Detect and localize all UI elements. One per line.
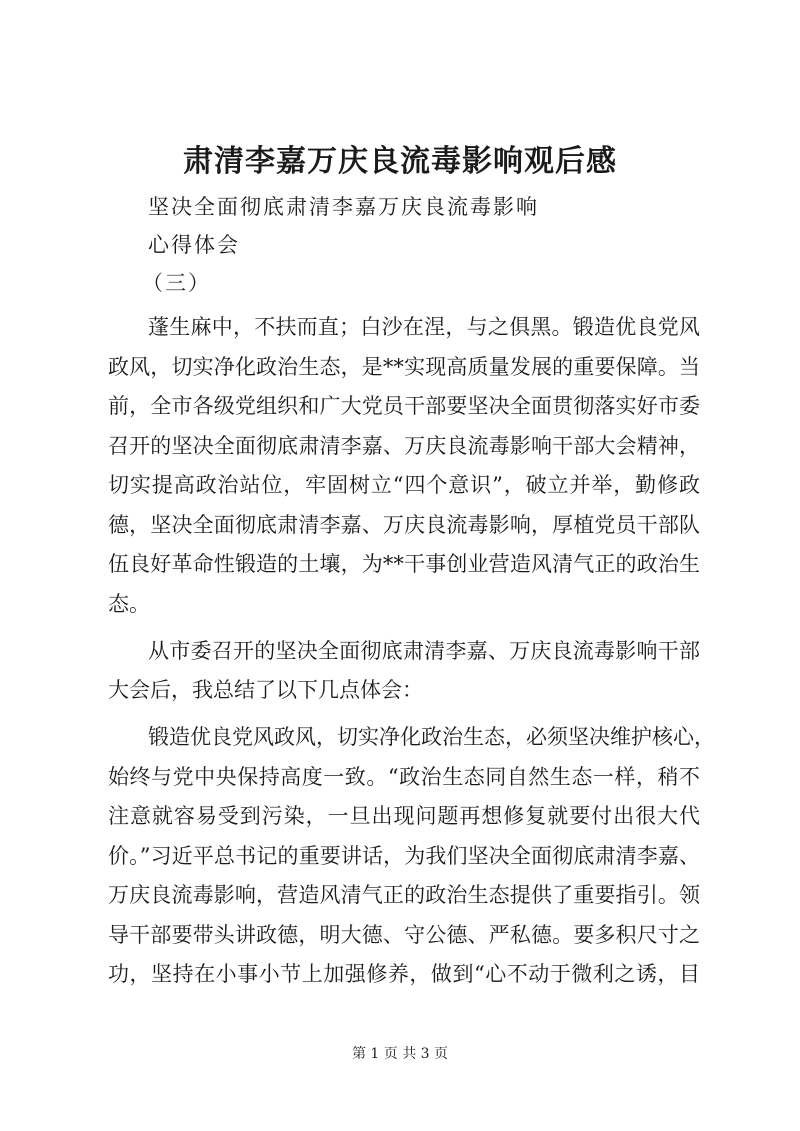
page-footer: 第 1 页 共 3 页: [351, 1046, 449, 1062]
subtitle-line: 坚决全面彻底肃清李嘉万庆良流毒影响: [148, 195, 539, 219]
text-line: 锻造优良党风政风，切实净化政治生态，必须坚决维护核心，: [148, 725, 715, 749]
text-line: 万庆良流毒影响，营造风清气正的政治生态提供了重要指引。领: [108, 883, 700, 907]
text-line: 价。”习近平总书记的重要讲话，为我们坚决全面彻底肃清李嘉、: [108, 844, 700, 868]
subtitle-line: 心得体会: [148, 233, 240, 257]
document-title: 肃清李嘉万庆良流毒影响观后感: [183, 144, 617, 179]
text-line: 召开的坚决全面彻底肃清李嘉、万庆良流毒影响干部大会精神，: [108, 434, 700, 458]
text-line: 切实提高政治站位，牢固树立“四个意识”，破立并举，勤修政: [108, 473, 700, 497]
text-line: 德，坚决全面彻底肃清李嘉、万庆良流毒影响，厚植党员干部队: [108, 513, 700, 537]
text-line: 前，全市各级党组织和广大党员干部要坚决全面贯彻落实好市委: [108, 394, 700, 418]
text-line: 态。: [108, 592, 150, 616]
text-line: 政风，切实净化政治生态，是**实现高质量发展的重要保障。当: [108, 355, 700, 379]
section-number: （三）: [142, 271, 211, 295]
text-line: 伍良好革命性锻造的土壤，为**干事创业营造风清气正的政治生: [108, 552, 700, 576]
text-line: 功，坚持在小事小节上加强修养，做到“心不动于微利之诱，目: [108, 962, 700, 986]
text-line: 从市委召开的坚决全面彻底肃清李嘉、万庆良流毒影响干部: [148, 639, 700, 663]
text-line: 注意就容易受到污染，一旦出现问题再想修复就要付出很大代: [108, 804, 700, 828]
text-line: 大会后，我总结了以下几点体会：: [108, 678, 423, 702]
text-line: 蓬生麻中，不扶而直；白沙在涅，与之俱黑。锻造优良党风: [148, 315, 700, 339]
text-line: 导干部要带头讲政德，明大德、守公德、严私德。要多积尺寸之: [108, 923, 700, 947]
text-line: 始终与党中央保持高度一致。“政治生态同自然生态一样，稍不: [108, 765, 700, 789]
